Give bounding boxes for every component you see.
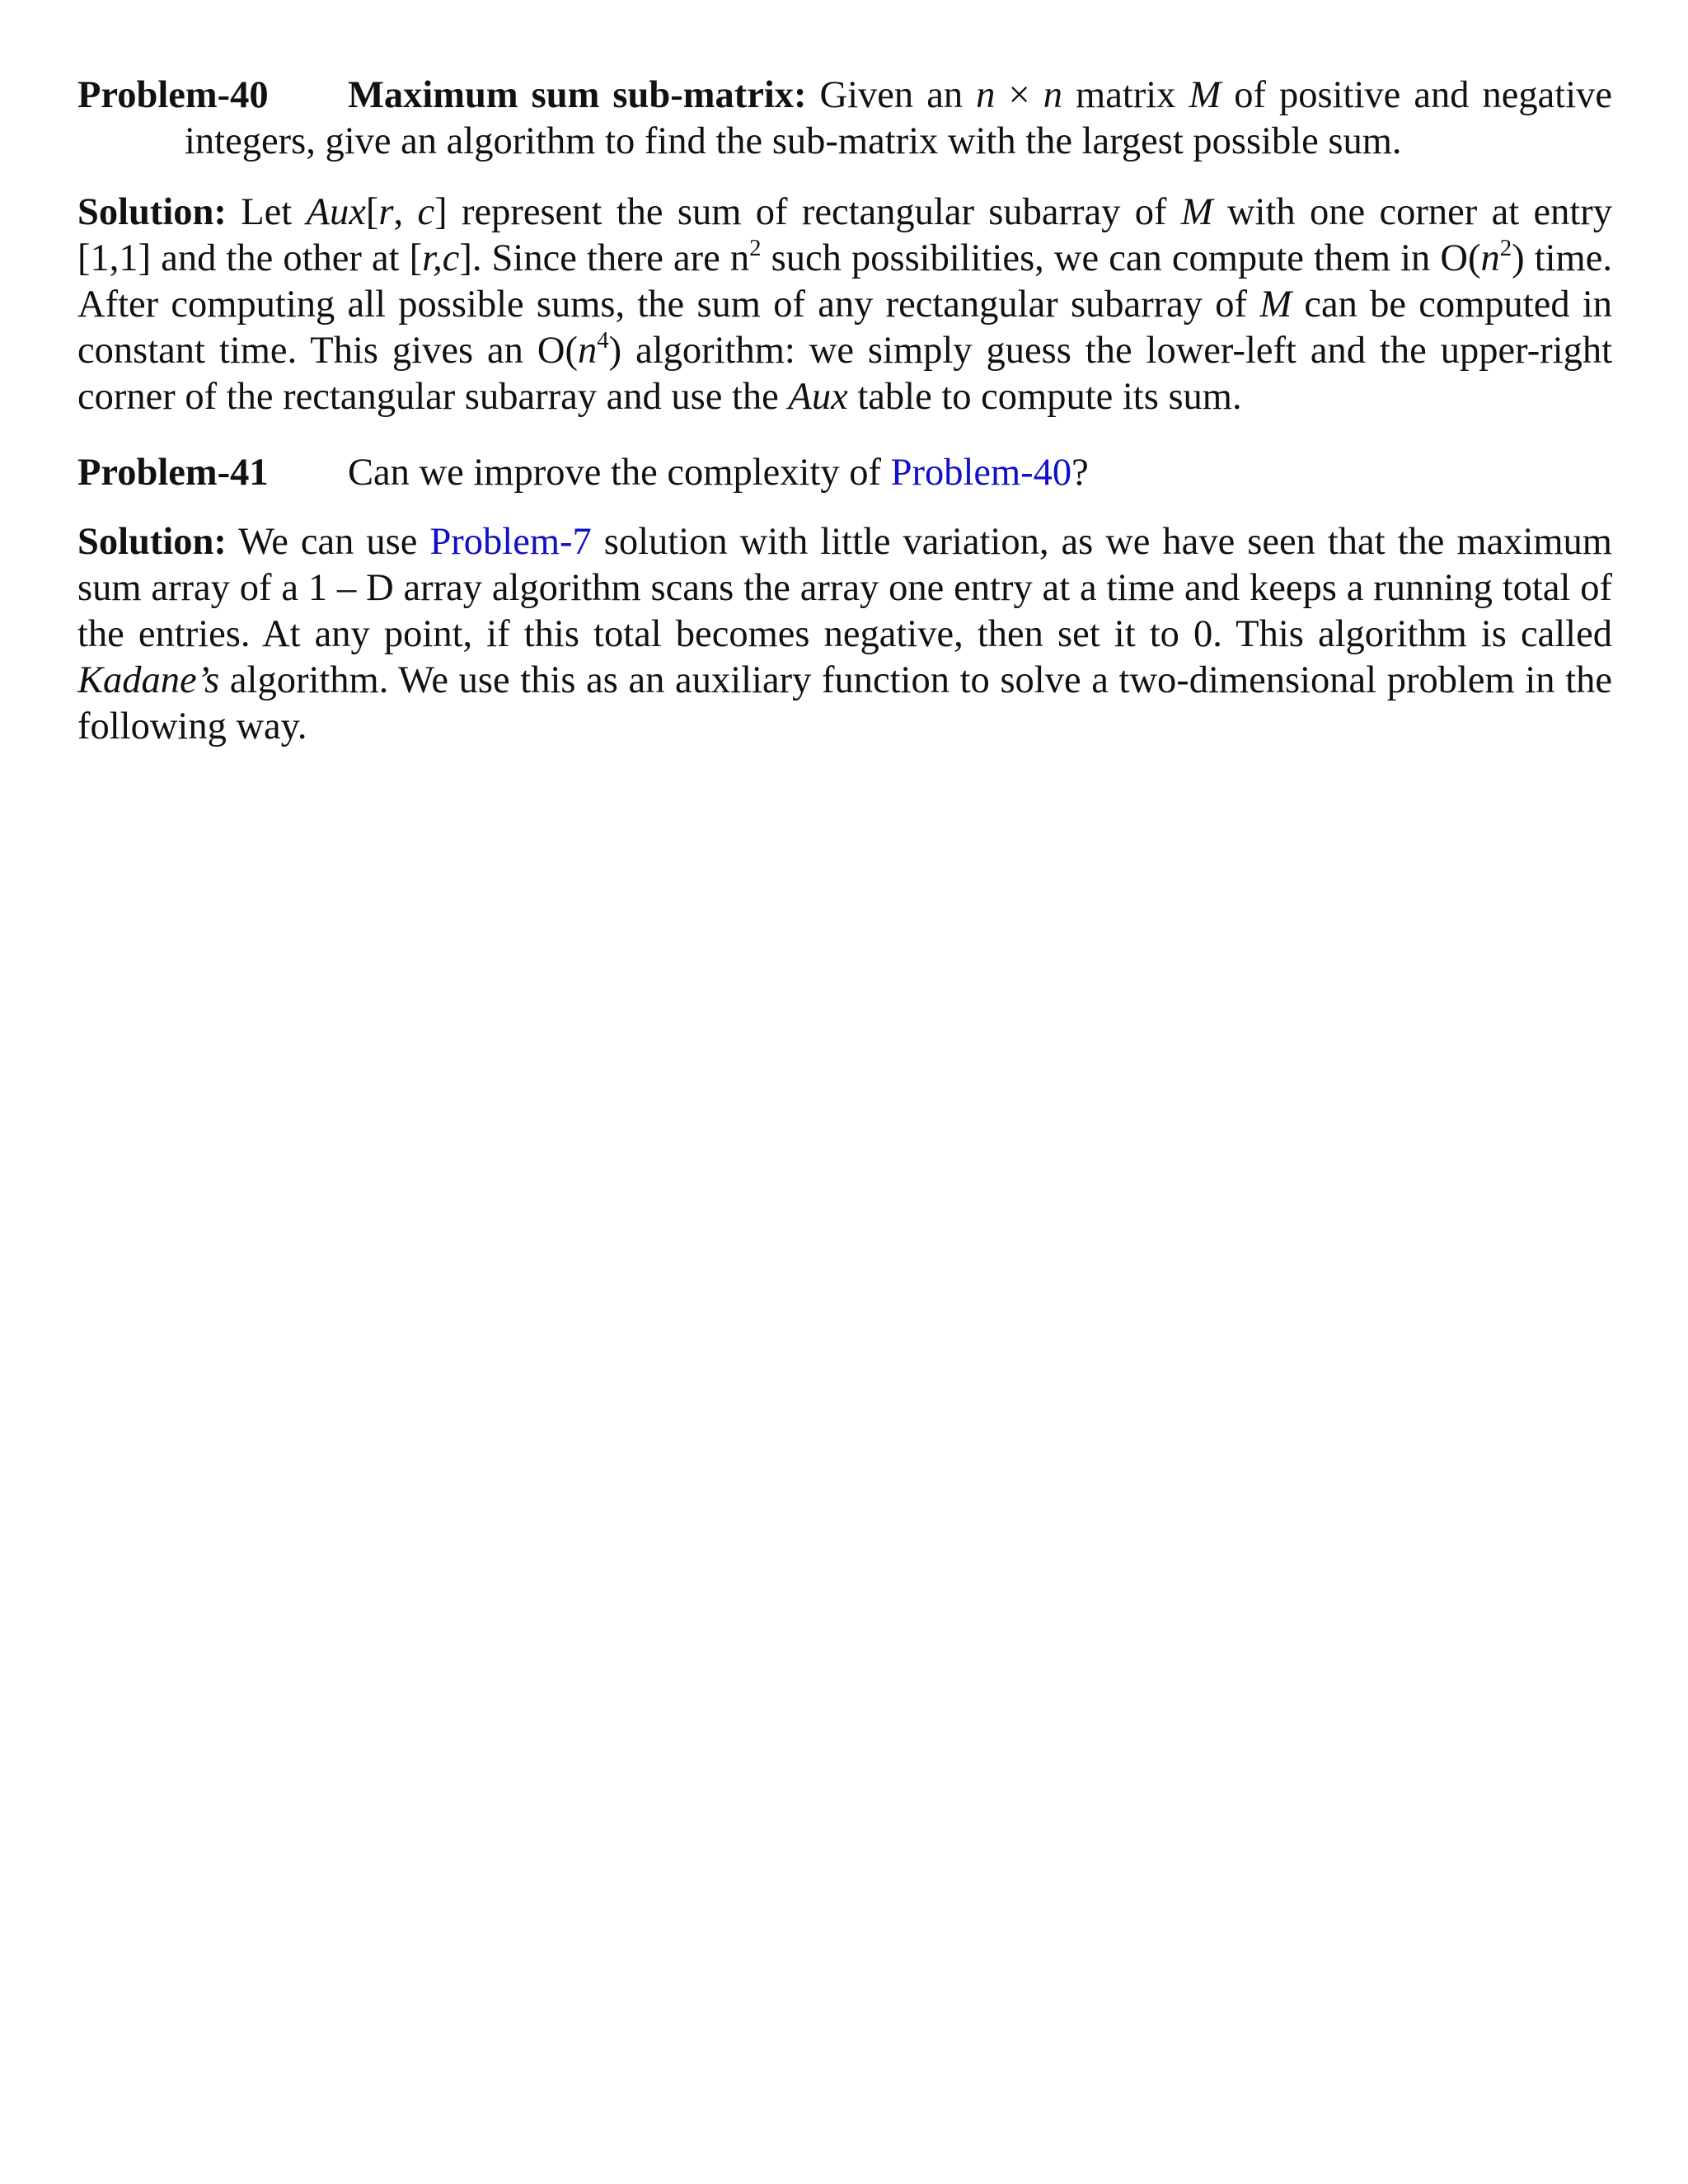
document-page <box>77 73 1612 750</box>
solution-41-text-2: solution with little variation, as we have seen that the maximum sum array of a 1 – D array algorithm scans the array one entry at a time and keeps a running total of the entries. At any point, if this total becomes negative, then set it to 0. This algorithm is called <box>77 521 1612 655</box>
problem-40-text-3: of positive and negative integers, give an algorithm to find the sub-matrix with the largest possible sum. <box>185 74 1613 162</box>
solution-41-kadane: Kadane’s <box>77 659 220 701</box>
solution-40-var-r: r <box>378 191 394 233</box>
solution-40-sup-3: 4 <box>597 327 609 354</box>
solution-40-text-10: ) algorithm: we simply guess the lower-left and the upper-right corner of the rectangular subarray and use the <box>77 330 1613 418</box>
solution-40-aux-1: Aux <box>306 191 366 233</box>
solution-41-text-1: We can use <box>238 521 418 563</box>
solution-40-text-8: ) time. After computing all possible sums, the sum of any rectangular subarray of <box>77 237 1612 326</box>
problem-40 <box>77 73 1612 165</box>
solution-40-text-1: Let <box>241 191 293 233</box>
solution-40-sup-2: 2 <box>1499 235 1512 262</box>
solution-40-var-n2: n <box>577 330 598 372</box>
problem-40-times: × <box>1008 74 1030 116</box>
solution-40-text-9: can be computed in constant time. This gives an O( <box>77 284 1613 372</box>
solution-41-label: Solution: <box>77 521 227 563</box>
solution-40-text-7: such possibilities, we can compute them in O( <box>771 237 1481 279</box>
problem-7-link[interactable]: Problem-7 <box>429 521 592 563</box>
problem-40-var-n2: n <box>1043 74 1062 116</box>
solution-40-var-rc: r,c <box>422 237 460 279</box>
solution-40-text-5: with one corner at entry [1,1] and the other at [ <box>77 191 1613 279</box>
problem-40-text-2: matrix <box>1076 74 1176 116</box>
solution-40-var-m2: M <box>1259 284 1292 326</box>
solution-40-var-n1: n <box>1480 237 1500 279</box>
solution-40-label: Solution: <box>77 191 227 233</box>
solution-40-bracket-open: [ <box>365 191 379 233</box>
solution-41-text-3: algorithm. We use this as an auxiliary function to solve a two-dimensional problem in the following way. <box>77 659 1613 748</box>
solution-40-text-6: ]. Since there are n <box>459 237 750 279</box>
problem-41 <box>77 450 1612 496</box>
solution-40 <box>77 190 1612 420</box>
solution-40-comma: , <box>393 191 404 233</box>
problem-40-text-1: Given an <box>819 74 964 116</box>
problem-40-var-m: M <box>1189 74 1221 116</box>
solution-40-text-11: table to compute its sum. <box>857 376 1242 418</box>
problem-40-link[interactable]: Problem-40 <box>890 452 1072 494</box>
solution-40-sup-1: 2 <box>749 235 762 262</box>
solution-41 <box>77 519 1612 750</box>
problem-40-tag: Problem-40 <box>77 74 269 116</box>
solution-40-var-m1: M <box>1180 191 1213 233</box>
problem-41-text-1: Can we improve the complexity of <box>348 452 881 494</box>
solution-40-var-c: c <box>417 191 435 233</box>
solution-40-aux-2: Aux <box>788 376 848 418</box>
problem-41-text-2: ? <box>1071 452 1089 494</box>
problem-41-tag: Problem-41 <box>77 452 269 494</box>
problem-40-var-n1: n <box>976 74 996 116</box>
solution-40-text-4: ] represent the sum of rectangular subarray of <box>434 191 1167 233</box>
problem-40-title: Maximum sum sub-matrix: <box>348 74 807 116</box>
